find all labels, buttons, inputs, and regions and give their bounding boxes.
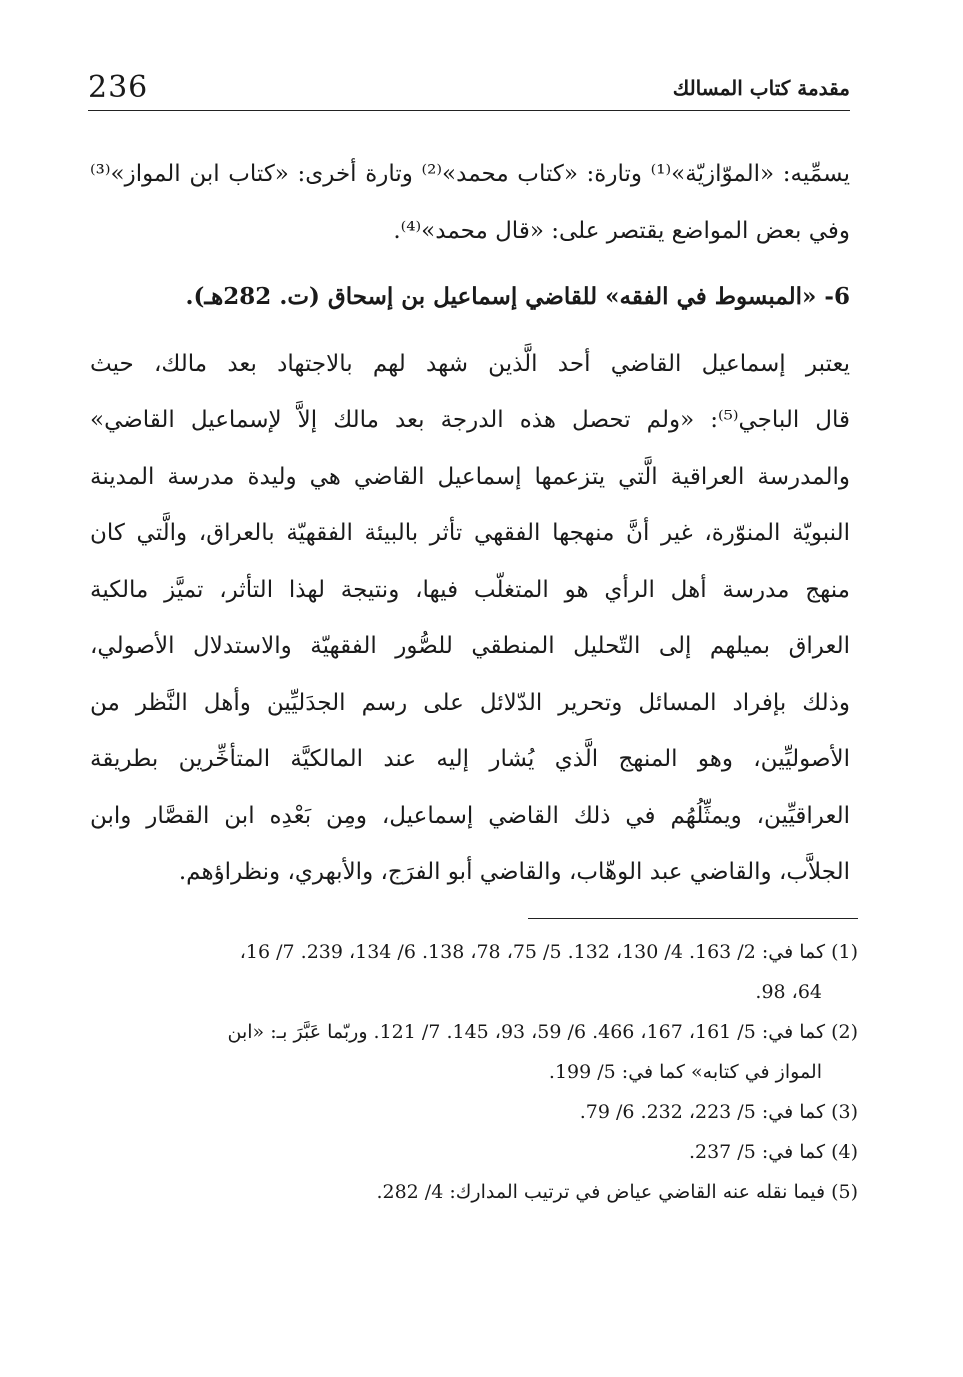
footnotes: [60, 932, 858, 1212]
footnote-line: 64، 98.: [755, 981, 822, 1003]
page-header: [88, 62, 850, 111]
running-title: مقدمة كتاب المسالك: [672, 76, 850, 100]
footnote-line: (3) كما في: 5/ 223، 232. 6/ 79.: [579, 1101, 858, 1123]
footnote-separator: [528, 918, 858, 919]
main-text: [90, 146, 850, 901]
page-number: 236: [88, 70, 149, 105]
text-line: يسمِّيه: «الموّازيّة»⁽¹⁾ وتارة: «كتاب محمد»⁽²⁾ وتارة أخرى: «كتاب ابن المواز»⁽³⁾: [90, 161, 850, 187]
footnote-line: (1) كما في: 2/ 163. 4/ 130، 132. 5/ 75، 78، 138. 6/ 134، 239. 7/ 16،: [239, 941, 858, 963]
paragraph-line: العراق بميلهم إلى التّحليل المنطقي للصُّور الفقهيّة والاستدلال الأصولي،: [90, 633, 850, 659]
paragraph-line: الأصوليِّين، وهو المنهج الَّذي يُشار إليه عند المالكيَّة المتأخِّرين بطريقة: [90, 746, 850, 772]
footnote-line: المواز في كتابه» كما في: 5/ 199.: [548, 1061, 822, 1083]
paragraph-line: قال الباجي⁽⁵⁾: «ولم تحصل هذه الدرجة بعد مالك إلاَّ لإسماعيل القاضي»: [90, 407, 850, 433]
paragraph-line: والمدرسة العراقية الَّتي يتزعمها إسماعيل القاضي هي وليدة مدرسة المدينة: [90, 463, 850, 490]
paragraph-line: منهج مدرسة أهل الرأي هو المتغلّب فيها، ونتيجة لهذا التأثر، تميَّز مالكية: [90, 576, 850, 603]
footnote-line: (2) كما في: 5/ 161، 167، 466. 6/ 59، 93، 145. 7/ 121. وربّما عَبَّرَ بـ: «ابن: [227, 1021, 858, 1043]
paragraph-line: يعتبر إسماعيل القاضي أحد الَّذين شهد لهم بالاجتهاد بعد مالك، حيث: [90, 350, 850, 377]
section-heading: 6- «المبسوط في الفقه» للقاضي إسماعيل بن إسحاق (ت. 282هـ).: [185, 283, 850, 310]
paragraph-line: النبويّة المنوّرة، غير أنَّ منهجها الفقهي تأثر بالبيئة الفقهيّة بالعراق، والَّتي كان: [90, 520, 850, 546]
paragraph-line: الجلاَّب، والقاضي عبد الوهّاب، والقاضي أبو الفرَج، والأبهري، ونظراؤهم.: [178, 859, 850, 885]
text-line: وفي بعض المواضع يقتصر على: «قال محمد»⁽⁴⁾.: [393, 217, 850, 244]
footnote-line: (4) كما في: 5/ 237.: [688, 1141, 858, 1163]
paragraph-line: العراقيِّين، ويمثِّلُهُم في ذلك القاضي إسماعيل، ومِن بَعْدِه ابن القصَّار وابن: [90, 802, 850, 829]
paragraph-line: وذلك بإفراد المسائل وتحرير الدّلائل على رسم الجدَليِّين وأهل النَّظر من: [90, 689, 850, 716]
footnote-line: (5) فيما نقله عنه القاضي عياض في ترتيب المدارك: 4/ 282.: [376, 1181, 858, 1203]
